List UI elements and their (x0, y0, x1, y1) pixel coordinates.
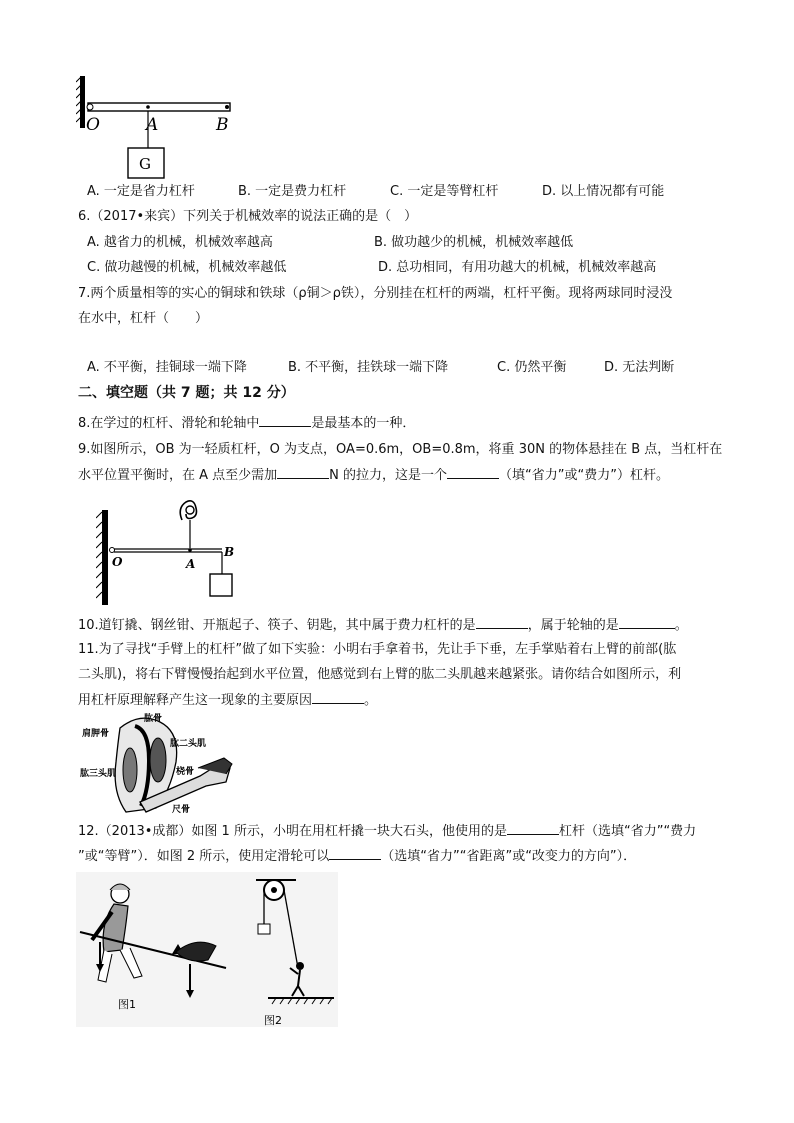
q7-line1: 7.两个质量相等的实心的铜球和铁球（ρ铜＞ρ铁），分别挂在杠杆的两端，杠杆平衡。现将两球同时浸没 (78, 286, 673, 301)
q10-text (78, 616, 688, 635)
q8-part-b: 是最基本的一种． (311, 416, 416, 431)
q6-option-d: D. 总功相同，有用功越大的机械，机械效率越高 (378, 260, 657, 275)
q10-part-a: 10.道钉撬、钢丝钳、开瓶起子、筷子、钥匙，其中属于费力杠杆的是 (78, 618, 476, 633)
q7-line2: 在水中，杠杆（ ） (78, 311, 209, 326)
lever-figure-2 (96, 490, 246, 606)
q7-option-a: A. 不平衡，挂铜球一端下降 (87, 360, 247, 375)
label-o: O (112, 555, 123, 569)
q12-part-b: 杠杆（选填“省力”“费力 (558, 824, 697, 839)
label-scapula: 肩胛骨 (82, 729, 110, 739)
q9-blank-1[interactable] (277, 466, 329, 479)
q6-option-b: B. 做功越少的机械，机械效率越低 (374, 235, 574, 250)
q5-option-d: D. 以上情况都有可能 (542, 184, 665, 199)
label-humerus: 肱骨 (144, 714, 163, 724)
figure-1-label: 图1 (118, 998, 136, 1011)
label-g: G (139, 155, 151, 173)
q9-part-c: （填“省力”或“费力”）杠杆。 (499, 468, 669, 483)
q11-part-b: 。 (364, 693, 378, 708)
label-o: O (86, 115, 100, 135)
q6-option-a: A. 越省力的机械，机械效率越高 (87, 235, 273, 250)
lever-figure-1 (76, 72, 246, 182)
q6-stem: 6.（2017•来宾）下列关于机械效率的说法正确的是（ ） (78, 209, 418, 224)
q12-figures (76, 872, 338, 1027)
q9-line2 (78, 466, 669, 485)
figure-2-label: 图2 (264, 1014, 282, 1027)
q9-line1: 9.如图所示，OB 为一轻质杠杆，O 为支点，OA=0.6m，OB=0.8m，将重 30N 的物体悬挂在 B 点，当杠杆在 (78, 442, 723, 457)
q12-blank-2[interactable] (329, 847, 381, 860)
label-b: B (224, 545, 235, 559)
q5-option-c: C. 一定是等臂杠杆 (390, 184, 499, 199)
q10-part-c: 。 (674, 618, 688, 633)
q9-part-b: N 的拉力，这是一个 (329, 468, 448, 483)
label-triceps: 肱三头肌 (80, 769, 117, 779)
q11-line1: 11.为了寻找“手臂上的杠杆”做了如下实验：小明右手拿着书，先让手下垂，左手掌贴着右上臂的前部(肱 (78, 642, 677, 657)
arm-figure (80, 710, 240, 815)
q7-option-c: C. 仍然平衡 (497, 360, 567, 375)
q12-part-c: ”或“等臂”）．如图 2 所示，使用定滑轮可以 (78, 849, 330, 864)
q9-part-a: 水平位置平衡时，在 A 点至少需加 (78, 468, 278, 483)
q5-option-a: A. 一定是省力杠杆 (87, 184, 195, 199)
label-a: A (146, 115, 159, 135)
q12-part-d: （选填“省力”“省距离”或“改变力的方向”）． (381, 849, 637, 864)
q12-line1 (78, 822, 696, 841)
q8-text (78, 414, 415, 433)
q5-option-b: B. 一定是费力杠杆 (238, 184, 347, 199)
q9-blank-2[interactable] (447, 466, 499, 479)
q8-part-a: 8.在学过的杠杆、滑轮和轮轴中 (78, 416, 260, 431)
label-radius: 桡骨 (176, 767, 195, 777)
label-b: B (216, 115, 229, 135)
q11-line3 (78, 691, 377, 710)
label-biceps: 肱二头肌 (170, 739, 207, 749)
q12-blank-1[interactable] (507, 822, 559, 835)
q10-blank-1[interactable] (476, 616, 528, 629)
q12-part-a: 12.（2013•成都）如图 1 所示，小明在用杠杆撬一块大石头，他使用的是 (78, 824, 507, 839)
q11-blank[interactable] (312, 691, 364, 704)
q8-blank[interactable] (259, 414, 311, 427)
q7-option-b: B. 不平衡，挂铁球一端下降 (288, 360, 449, 375)
q7-option-d: D. 无法判断 (604, 360, 675, 375)
q10-blank-2[interactable] (619, 616, 675, 629)
q12-line2 (78, 847, 636, 866)
q11-line2: 二头肌)，将右下臂慢慢抬起到水平位置，他感觉到右上臂的肱二头肌越来越紧张。请你结合如图所示，利 (78, 667, 682, 682)
label-a: A (186, 557, 196, 571)
q10-part-b: ，属于轮轴的是 (527, 618, 619, 633)
q6-option-c: C. 做功越慢的机械，机械效率越低 (87, 260, 287, 275)
label-ulna: 尺骨 (172, 805, 191, 815)
section-heading: 二、填空题（共 7 题；共 12 分） (78, 385, 295, 401)
q11-part-a: 用杠杆原理解释产生这一现象的主要原因 (78, 693, 313, 708)
